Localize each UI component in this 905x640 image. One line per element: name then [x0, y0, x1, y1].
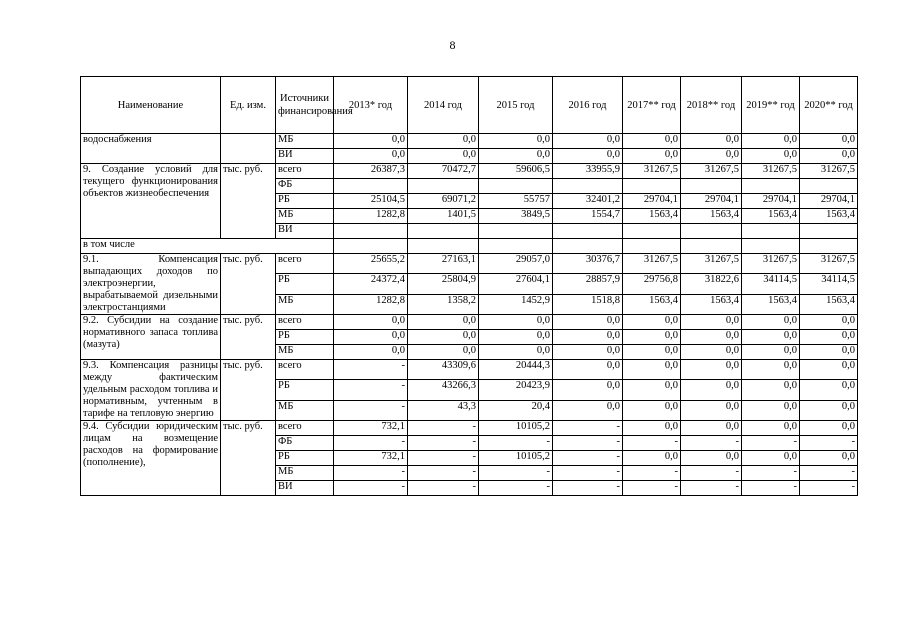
value-cell: 0,0 [800, 360, 858, 380]
header-year: 2013* год [334, 77, 408, 134]
value-cell: - [553, 466, 623, 481]
value-cell: 1452,9 [479, 294, 553, 314]
value-cell [742, 224, 800, 239]
value-cell: 0,0 [681, 421, 742, 436]
value-cell: 0,0 [408, 149, 479, 164]
value-cell: 0,0 [623, 421, 681, 436]
value-cell: 0,0 [742, 315, 800, 330]
value-cell: 0,0 [408, 134, 479, 149]
value-cell: 0,0 [681, 315, 742, 330]
value-cell: 0,0 [408, 315, 479, 330]
empty-cell [479, 239, 553, 254]
header-year: 2014 год [408, 77, 479, 134]
value-cell [800, 224, 858, 239]
header-source: Источники финансирования [276, 77, 334, 134]
value-cell: - [800, 481, 858, 496]
value-cell: - [334, 380, 408, 400]
value-cell: 1563,4 [800, 209, 858, 224]
empty-cell [681, 239, 742, 254]
empty-cell [742, 239, 800, 254]
value-cell: 0,0 [334, 134, 408, 149]
value-cell: 0,0 [553, 134, 623, 149]
value-cell: 0,0 [623, 134, 681, 149]
value-cell: 0,0 [623, 149, 681, 164]
value-cell: 1563,4 [800, 294, 858, 314]
table-row [81, 134, 858, 149]
value-cell: 1563,4 [623, 294, 681, 314]
value-cell: - [681, 466, 742, 481]
value-cell [334, 224, 408, 239]
value-cell: - [408, 481, 479, 496]
header-unit: Ед. изм. [221, 77, 276, 134]
value-cell [623, 224, 681, 239]
value-cell: 0,0 [742, 345, 800, 360]
value-cell [681, 224, 742, 239]
value-cell: 0,0 [800, 451, 858, 466]
value-cell: 25804,9 [408, 274, 479, 294]
value-cell: 29756,8 [623, 274, 681, 294]
funding-source: МБ [276, 294, 334, 314]
value-cell: 0,0 [553, 315, 623, 330]
item-unit [221, 134, 276, 164]
value-cell: 0,0 [553, 149, 623, 164]
table-row [81, 239, 858, 254]
value-cell: 0,0 [800, 315, 858, 330]
funding-source: ВИ [276, 149, 334, 164]
value-cell: 1554,7 [553, 209, 623, 224]
header-name: Наименование [81, 77, 221, 134]
item-name: 9.2. Субсидии на создание нормативного запаса топлива (мазута) [81, 315, 221, 360]
value-cell: 0,0 [800, 421, 858, 436]
value-cell: 20444,3 [479, 360, 553, 380]
value-cell: 43,3 [408, 400, 479, 420]
value-cell: 10105,2 [479, 451, 553, 466]
funding-source: МБ [276, 134, 334, 149]
value-cell: 34114,5 [800, 274, 858, 294]
value-cell: 29704,1 [681, 194, 742, 209]
value-cell: 0,0 [800, 380, 858, 400]
value-cell: 0,0 [742, 149, 800, 164]
value-cell: 31267,5 [623, 254, 681, 274]
value-cell: 0,0 [553, 360, 623, 380]
page-number: 8 [449, 38, 456, 52]
item-unit: тыс. руб. [221, 421, 276, 496]
header-year: 2016 год [553, 77, 623, 134]
value-cell: 34114,5 [742, 274, 800, 294]
table-header-row [81, 77, 858, 134]
table-row [81, 421, 858, 436]
value-cell: 31267,5 [742, 164, 800, 179]
value-cell: 43309,6 [408, 360, 479, 380]
funding-source: всего [276, 164, 334, 179]
value-cell: - [408, 451, 479, 466]
value-cell: 732,1 [334, 451, 408, 466]
funding-source: РБ [276, 194, 334, 209]
value-cell: - [623, 466, 681, 481]
value-cell: 0,0 [334, 149, 408, 164]
value-cell: 70472,7 [408, 164, 479, 179]
value-cell: 0,0 [334, 330, 408, 345]
value-cell: 0,0 [800, 345, 858, 360]
value-cell: - [800, 466, 858, 481]
funding-source: ВИ [276, 481, 334, 496]
funding-source: МБ [276, 400, 334, 420]
value-cell: 29704,1 [742, 194, 800, 209]
funding-source: РБ [276, 451, 334, 466]
value-cell: 31822,6 [681, 274, 742, 294]
value-cell: 0,0 [408, 345, 479, 360]
value-cell: - [479, 466, 553, 481]
value-cell: 10105,2 [479, 421, 553, 436]
item-unit: тыс. руб. [221, 164, 276, 239]
item-name: 9. Создание условий для текущего функционирования объектов жизнеобеспечения [81, 164, 221, 239]
value-cell: 1563,4 [681, 209, 742, 224]
value-cell [479, 224, 553, 239]
value-cell: 31267,5 [681, 254, 742, 274]
value-cell: 0,0 [742, 330, 800, 345]
value-cell: 0,0 [479, 134, 553, 149]
value-cell: 0,0 [479, 345, 553, 360]
value-cell: 0,0 [623, 360, 681, 380]
value-cell [479, 179, 553, 194]
value-cell: 0,0 [742, 400, 800, 420]
value-cell: - [553, 421, 623, 436]
value-cell: 31267,5 [623, 164, 681, 179]
value-cell: 0,0 [681, 330, 742, 345]
funding-source: ФБ [276, 436, 334, 451]
value-cell: 0,0 [623, 345, 681, 360]
value-cell: 0,0 [742, 360, 800, 380]
value-cell: 1358,2 [408, 294, 479, 314]
value-cell: 29057,0 [479, 254, 553, 274]
funding-source: РБ [276, 274, 334, 294]
funding-source: ВИ [276, 224, 334, 239]
value-cell [800, 179, 858, 194]
value-cell [623, 179, 681, 194]
value-cell: - [623, 436, 681, 451]
value-cell: - [334, 466, 408, 481]
value-cell: 28857,9 [553, 274, 623, 294]
value-cell [408, 224, 479, 239]
value-cell: 1563,4 [681, 294, 742, 314]
value-cell: - [681, 436, 742, 451]
value-cell: 43266,3 [408, 380, 479, 400]
value-cell: 0,0 [681, 360, 742, 380]
value-cell: 0,0 [681, 400, 742, 420]
funding-source: МБ [276, 209, 334, 224]
value-cell: 29704,1 [800, 194, 858, 209]
value-cell: - [334, 436, 408, 451]
value-cell: 0,0 [623, 451, 681, 466]
funding-source: РБ [276, 330, 334, 345]
value-cell: - [553, 451, 623, 466]
value-cell: 0,0 [553, 400, 623, 420]
value-cell: 0,0 [681, 149, 742, 164]
value-cell: - [334, 481, 408, 496]
value-cell: - [334, 360, 408, 380]
value-cell: 1401,5 [408, 209, 479, 224]
value-cell: 26387,3 [334, 164, 408, 179]
value-cell: 27604,1 [479, 274, 553, 294]
value-cell: 31267,5 [800, 254, 858, 274]
value-cell: - [553, 436, 623, 451]
value-cell: - [681, 481, 742, 496]
value-cell: 0,0 [479, 330, 553, 345]
value-cell: 0,0 [800, 330, 858, 345]
value-cell: 0,0 [623, 315, 681, 330]
value-cell: 31267,5 [681, 164, 742, 179]
value-cell: 0,0 [742, 380, 800, 400]
empty-cell [334, 239, 408, 254]
value-cell: 1282,8 [334, 209, 408, 224]
value-cell: 0,0 [681, 134, 742, 149]
value-cell: - [479, 481, 553, 496]
table-row [81, 164, 858, 179]
value-cell: 27163,1 [408, 254, 479, 274]
value-cell: 0,0 [334, 315, 408, 330]
value-cell: 0,0 [553, 330, 623, 345]
value-cell: - [800, 436, 858, 451]
value-cell: 31267,5 [742, 254, 800, 274]
table-row [81, 360, 858, 380]
header-year: 2015 год [479, 77, 553, 134]
item-unit: тыс. руб. [221, 360, 276, 421]
value-cell: 25104,5 [334, 194, 408, 209]
header-year: 2018** год [681, 77, 742, 134]
funding-source: МБ [276, 345, 334, 360]
header-year: 2019** год [742, 77, 800, 134]
value-cell: 33955,9 [553, 164, 623, 179]
value-cell: 0,0 [623, 380, 681, 400]
item-name: 9.1. Компенсация выпадающих доходов по электроэнергии, вырабатываемой дизельными электростанциями [81, 254, 221, 315]
header-year: 2017** год [623, 77, 681, 134]
item-unit: тыс. руб. [221, 315, 276, 360]
value-cell [742, 179, 800, 194]
empty-cell [623, 239, 681, 254]
funding-source: всего [276, 254, 334, 274]
value-cell: 0,0 [800, 134, 858, 149]
value-cell: 1563,4 [742, 209, 800, 224]
value-cell: 1563,4 [742, 294, 800, 314]
value-cell: 0,0 [681, 345, 742, 360]
value-cell: 32401,2 [553, 194, 623, 209]
value-cell: 0,0 [742, 134, 800, 149]
item-unit: тыс. руб. [221, 254, 276, 315]
value-cell: - [408, 466, 479, 481]
item-name: 9.4. Субсидии юридическим лицам на возмещение расходов на формирование (пополнение), [81, 421, 221, 496]
table-row [81, 315, 858, 330]
value-cell: 20423,9 [479, 380, 553, 400]
table-body [81, 134, 858, 496]
funding-source: всего [276, 421, 334, 436]
value-cell: 0,0 [408, 330, 479, 345]
empty-cell [553, 239, 623, 254]
value-cell [681, 179, 742, 194]
value-cell: 0,0 [623, 400, 681, 420]
value-cell: - [742, 466, 800, 481]
section-label: в том числе [81, 239, 334, 254]
empty-cell [800, 239, 858, 254]
value-cell: 1282,8 [334, 294, 408, 314]
value-cell: 24372,4 [334, 274, 408, 294]
value-cell: 0,0 [479, 315, 553, 330]
value-cell: 55757 [479, 194, 553, 209]
value-cell: - [408, 436, 479, 451]
value-cell [408, 179, 479, 194]
value-cell [334, 179, 408, 194]
value-cell: 69071,2 [408, 194, 479, 209]
value-cell: 0,0 [553, 345, 623, 360]
value-cell: 0,0 [742, 421, 800, 436]
value-cell: 0,0 [623, 330, 681, 345]
value-cell: 20,4 [479, 400, 553, 420]
value-cell: 1518,8 [553, 294, 623, 314]
value-cell: - [553, 481, 623, 496]
value-cell: 29704,1 [623, 194, 681, 209]
budget-table [80, 76, 858, 496]
value-cell: 732,1 [334, 421, 408, 436]
value-cell: 0,0 [800, 149, 858, 164]
value-cell: 0,0 [334, 345, 408, 360]
value-cell: - [623, 481, 681, 496]
value-cell: 0,0 [553, 380, 623, 400]
value-cell: - [408, 421, 479, 436]
value-cell: - [479, 436, 553, 451]
empty-cell [408, 239, 479, 254]
funding-source: МБ [276, 466, 334, 481]
value-cell: 0,0 [800, 400, 858, 420]
value-cell: 31267,5 [800, 164, 858, 179]
value-cell: 0,0 [479, 149, 553, 164]
funding-source: РБ [276, 380, 334, 400]
value-cell [553, 224, 623, 239]
funding-source: всего [276, 315, 334, 330]
value-cell [553, 179, 623, 194]
table-row [81, 254, 858, 274]
value-cell: - [334, 400, 408, 420]
value-cell: 30376,7 [553, 254, 623, 274]
value-cell: 59606,5 [479, 164, 553, 179]
item-name: водоснабжения [81, 134, 221, 164]
value-cell: 0,0 [681, 380, 742, 400]
value-cell: - [742, 436, 800, 451]
value-cell: 1563,4 [623, 209, 681, 224]
value-cell: 0,0 [742, 451, 800, 466]
item-name: 9.3. Компенсация разницы между фактическим удельным расходом топлива и нормативным, учтенным в тарифе на тепловую энергию [81, 360, 221, 421]
funding-source: ФБ [276, 179, 334, 194]
header-year: 2020** год [800, 77, 858, 134]
value-cell: - [742, 481, 800, 496]
value-cell: 3849,5 [479, 209, 553, 224]
value-cell: 25655,2 [334, 254, 408, 274]
value-cell: 0,0 [681, 451, 742, 466]
funding-source: всего [276, 360, 334, 380]
